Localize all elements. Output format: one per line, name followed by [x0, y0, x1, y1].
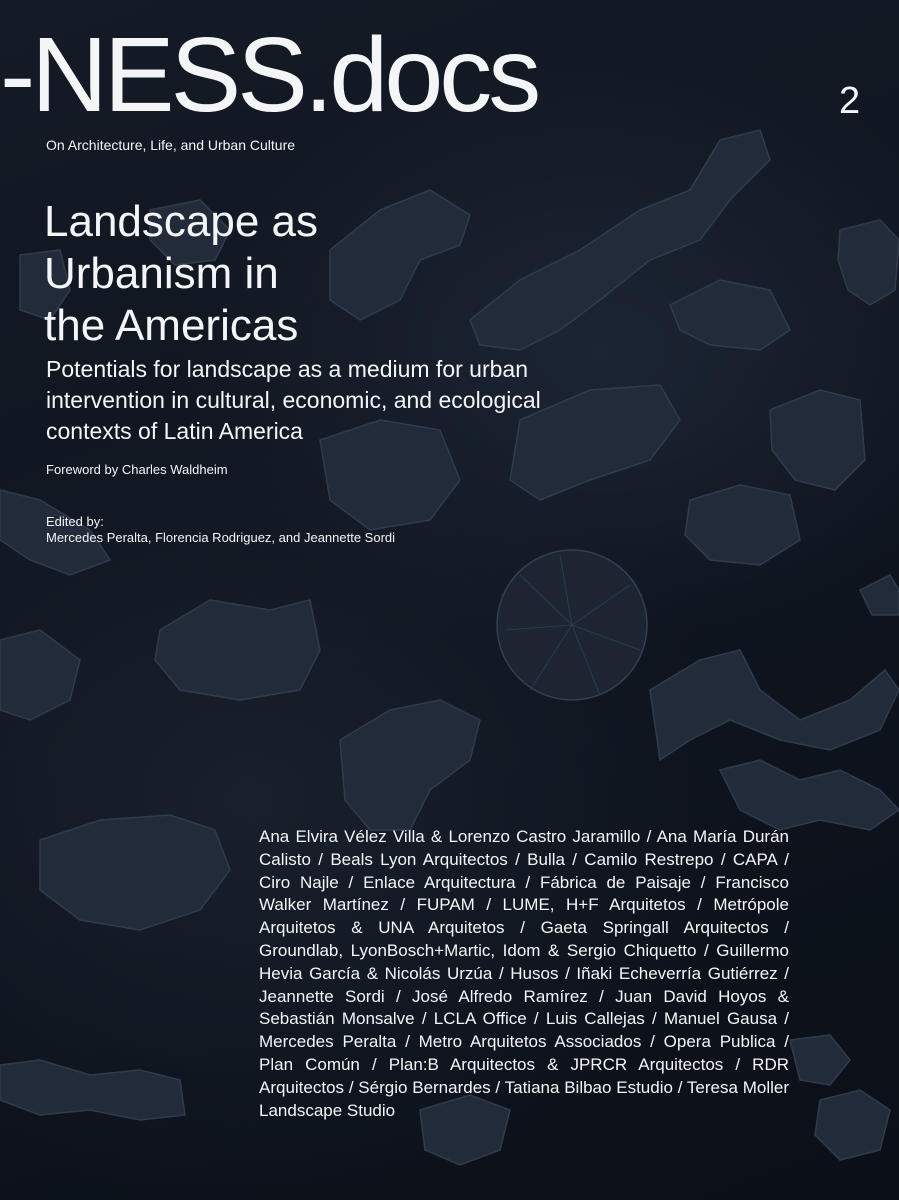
leaf-shape — [685, 485, 800, 565]
contributors-list: Ana Elvira Vélez Villa & Lorenzo Castro Jaramillo / Ana María Durán Calisto / Beals Lyon Arquitectos / Bulla / Camilo Restrepo / CAPA / Ciro Najle / Enlace Arquitectura / Fábrica de Paisaje / Francisco Walker Martínez / FUPAM / LUME, H+F Arquitetos / Metrópole Arquitetos & UNA Arquitetos / Gaeta Springall Arquitectos / Groundlab, LyonBosch+Martic, Idom & Sergio Chiquetto / Guillermo Hevia García & Nicolás Urzúa / Husos / Iñaki Echeverría Gutiérrez / Jeannette Sordi / José Alfredo Ramírez / Juan David Hoyos & Sebastián Monsalve / LCLA Office / Luis Callejas / Manuel Gausa / Mercedes Peralta / Metro Arquitetos Associados / Opera Publica / Plan Común / Plan:B Arquitectos & JPRCR Arquitectos / RDR Arquitectos / Sérgio Bernardes / Tatiana Bilbao Estudio / Teresa Moller Landscape Studio — [259, 827, 789, 1120]
leaf-shape — [770, 390, 865, 490]
leaf-shape — [838, 220, 899, 305]
editor-names: Mercedes Peralta, Florencia Rodriguez, and Jeannette Sordi — [46, 530, 396, 545]
round-leaf — [497, 550, 647, 700]
leaf-shape — [790, 1035, 850, 1085]
leaf-shape — [670, 280, 790, 350]
edited-by-label: Edited by: — [46, 514, 104, 529]
book-title-line: Urbanism in — [44, 249, 279, 298]
leaf-shape — [0, 1060, 185, 1120]
book-subtitle: Potentials for landscape as a medium for urban intervention in cultural, economic, and ecological contexts of Latin America — [46, 356, 541, 444]
book-title-line: Landscape as — [44, 197, 318, 246]
leaf-shape — [650, 650, 899, 760]
leaf-shape — [0, 630, 80, 720]
leaf-shape — [40, 815, 230, 930]
book-title-line: the Americas — [44, 301, 299, 350]
foreword-credit: Foreword by Charles Waldheim — [46, 462, 228, 477]
leaf-shape — [720, 760, 899, 830]
leaf-shape — [860, 575, 899, 615]
leaf-shape — [155, 600, 320, 700]
book-title — [44, 196, 564, 352]
leaf-shape — [815, 1090, 890, 1160]
issue-number: 2 — [839, 80, 861, 122]
leaf-shape — [340, 700, 480, 830]
series-subtitle: On Architecture, Life, and Urban Culture — [46, 137, 296, 153]
masthead-title: -NESS.docs — [0, 16, 538, 134]
editors-credit — [46, 514, 395, 546]
